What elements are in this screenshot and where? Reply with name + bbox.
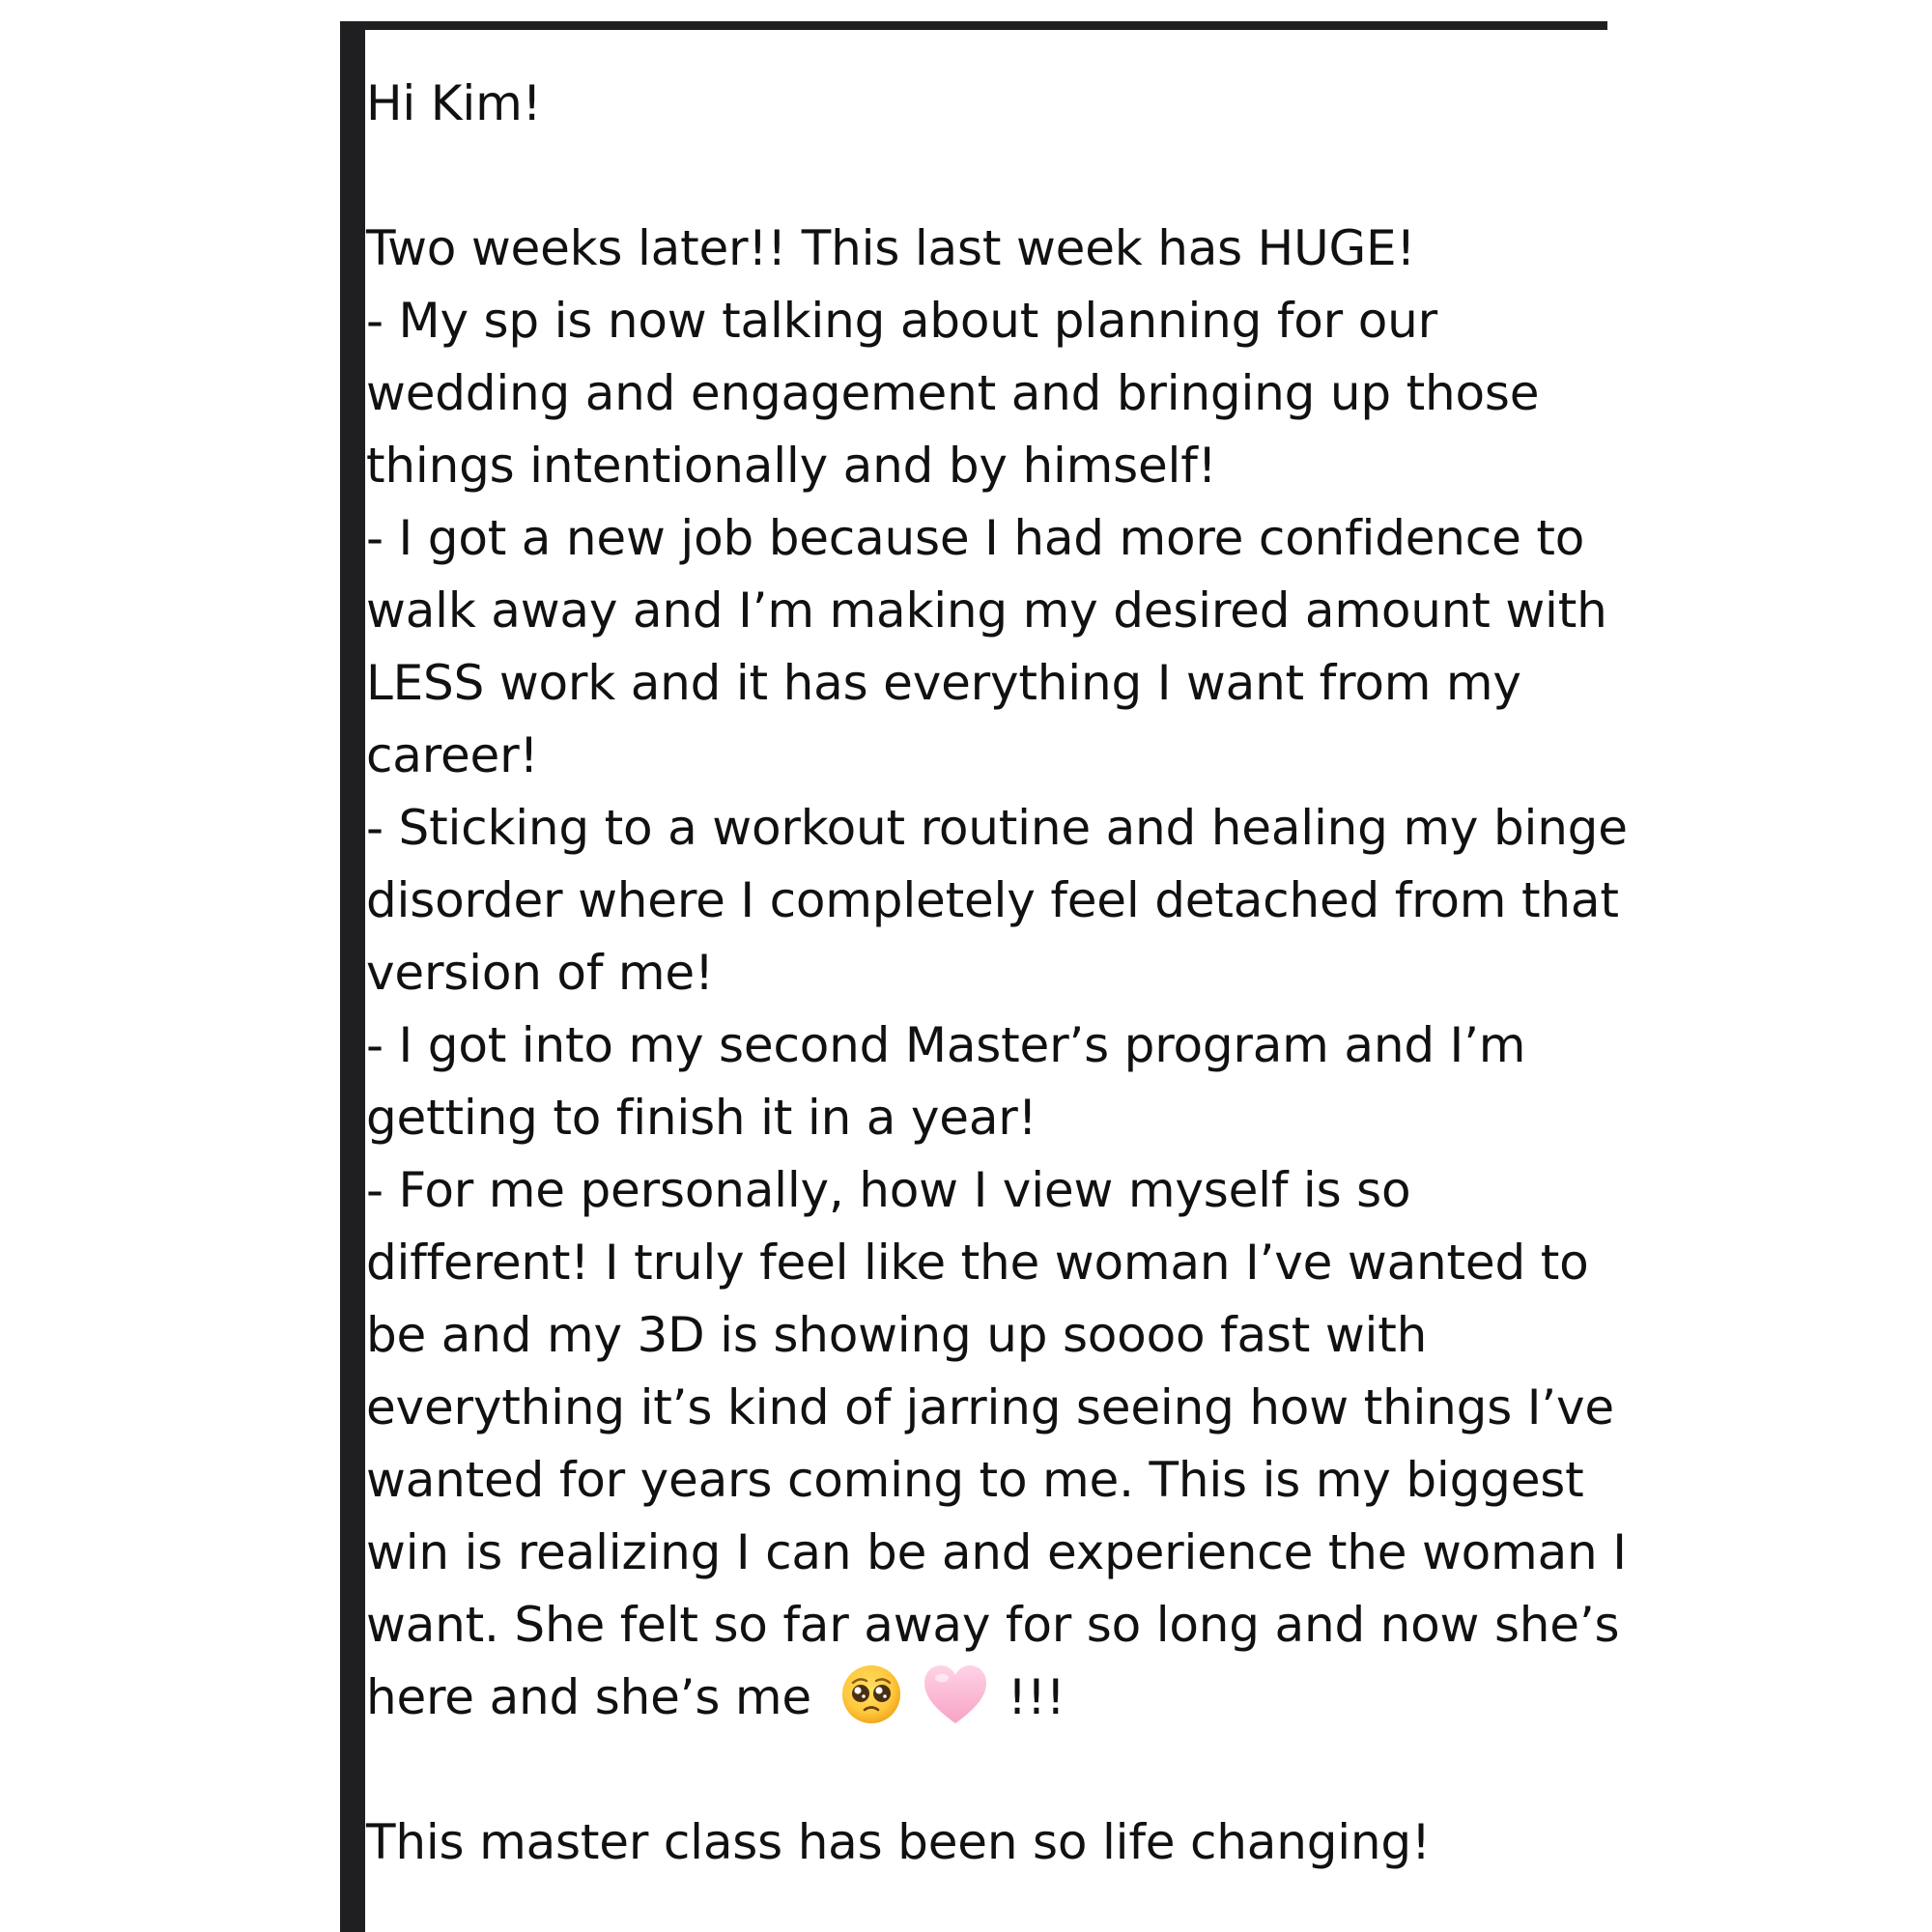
note-line: disorder where I completely feel detached from that bbox=[366, 872, 1619, 928]
pink-heart-emoji bbox=[921, 1662, 990, 1727]
note-line: career! bbox=[366, 727, 539, 783]
note-line: Two weeks later!! This last week has HUGE! bbox=[366, 220, 1416, 276]
last-line-text: here and she’s me bbox=[366, 1669, 811, 1725]
blank-line bbox=[366, 1734, 1612, 1806]
note-line: things intentionally and by himself! bbox=[366, 438, 1217, 494]
note-line: - For me personally, how I view myself is so bbox=[366, 1162, 1411, 1218]
note-line: version of me! bbox=[366, 945, 714, 1001]
note-line: wedding and engagement and bringing up those bbox=[366, 365, 1540, 421]
note-body bbox=[366, 68, 1628, 1879]
note-line: be and my 3D is showing up soooo fast with bbox=[366, 1307, 1428, 1363]
blank-line bbox=[366, 140, 1612, 213]
note-line: different! I truly feel like the woman I’ve wanted to bbox=[366, 1235, 1589, 1291]
note-line: - I got into my second Master’s program and I’m bbox=[366, 1017, 1526, 1073]
last-line-exclamations: !!! bbox=[1008, 1669, 1065, 1725]
closing-line: This master class has been so life changing! bbox=[366, 1814, 1431, 1870]
note-line: LESS work and it has everything I want from my bbox=[366, 655, 1521, 711]
note-line: - I got a new job because I had more confidence to bbox=[366, 510, 1585, 566]
note-line: everything it’s kind of jarring seeing how things I’ve bbox=[366, 1379, 1614, 1435]
note-line: getting to finish it in a year! bbox=[366, 1090, 1037, 1146]
pleading-face-emoji bbox=[840, 1663, 902, 1725]
note-line: win is realizing I can be and experience the woman I bbox=[366, 1524, 1627, 1580]
frame-top-border bbox=[340, 21, 1607, 30]
note-last-line bbox=[366, 1662, 1612, 1734]
note-line: - My sp is now talking about planning for our bbox=[366, 293, 1437, 349]
greeting-line: Hi Kim! bbox=[366, 75, 542, 131]
frame-left-border bbox=[340, 21, 365, 1932]
note-line: walk away and I’m making my desired amount with bbox=[366, 582, 1607, 639]
note-line: - Sticking to a workout routine and healing my binge bbox=[366, 800, 1628, 856]
note-line: wanted for years coming to me. This is my biggest bbox=[366, 1452, 1584, 1508]
note-line: want. She felt so far away for so long and now she’s bbox=[366, 1597, 1620, 1653]
